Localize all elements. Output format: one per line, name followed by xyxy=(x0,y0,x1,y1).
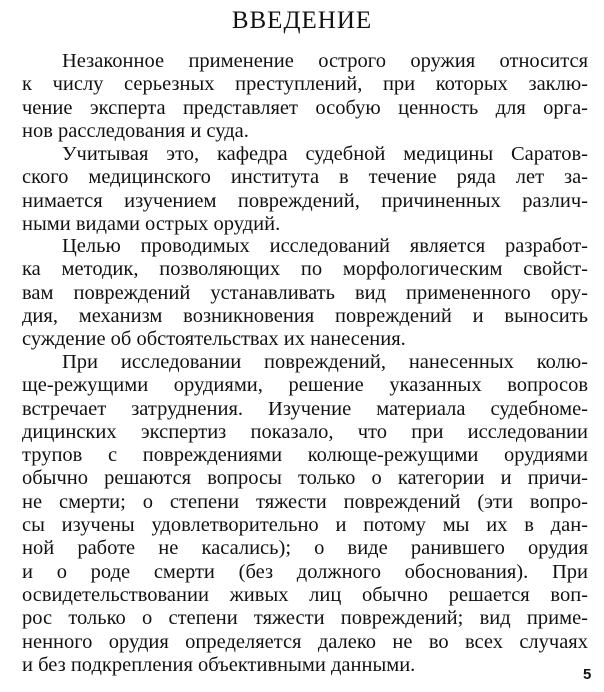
text-line: встречает затруднения. Изучение материала судебноме- xyxy=(22,397,588,420)
text-line: ной работе не касались); о виде ранившего орудия xyxy=(22,537,588,560)
text-line: трупов с повреждениями колюще-режущими орудиями xyxy=(22,444,588,467)
text-line: освидетельствовании живых лиц обычно решается воп- xyxy=(22,583,588,606)
text-line: ского медицинского института в течение ряда лет за- xyxy=(22,166,588,189)
text-line: к числу серьезных преступлений, при которых заклю- xyxy=(22,73,588,96)
paragraph-4 xyxy=(22,351,588,677)
text-line: ка методик, позволяющих по морфологическим свойст- xyxy=(22,258,588,281)
text-line: рос только о степени тяжести повреждений; вид приме- xyxy=(22,607,588,630)
chapter-title: ВВЕДЕНИЕ xyxy=(231,7,373,34)
paragraph-2 xyxy=(22,143,588,236)
text-line: суждение об обстоятельствах их нанесения. xyxy=(22,328,406,351)
paragraph-1 xyxy=(22,50,588,143)
text-line: нимается изучением повреждений, причиненных различ- xyxy=(22,189,588,212)
text-line: чение эксперта представляет особую ценность для орга- xyxy=(22,96,588,119)
text-line: Целью проводимых исследований является разработ- xyxy=(62,235,588,257)
text-line: и без подкрепления объективными данными. xyxy=(22,653,416,676)
text-line: дицинских экспертиз показало, что при исследовании xyxy=(22,420,588,443)
text-line: ще-режущими орудиями, решение указанных вопросов xyxy=(22,374,588,397)
text-line: вам повреждений устанавливать вид примененного ору- xyxy=(22,281,588,304)
page-number: 5 xyxy=(583,666,592,683)
paragraph-3 xyxy=(22,235,588,351)
text-line: Учитывая это, кафедра судебной медицины Саратов- xyxy=(62,143,588,165)
text-line: дия, механизм возникновения повреждений и выносить xyxy=(22,304,588,327)
text-line: обычно решаются вопросы только о категории и причи- xyxy=(22,467,588,490)
text-line: Незаконное применение острого оружия относится xyxy=(62,50,588,72)
text-line: не смерти; о степени тяжести повреждений (эти вопро- xyxy=(22,490,588,513)
text-line: сы изучены удовлетворительно и потому мы их в дан- xyxy=(22,514,588,537)
text-line: и о роде смерти (без должного обоснования). При xyxy=(22,560,588,583)
text-line: ными видами острых орудий. xyxy=(22,212,281,235)
text-line: нов расследования и суда. xyxy=(22,119,249,142)
text-line: При исследовании повреждений, нанесенных колю- xyxy=(62,351,588,373)
text-line: ненного орудия определяется далеко не во всех случаях xyxy=(22,630,588,653)
